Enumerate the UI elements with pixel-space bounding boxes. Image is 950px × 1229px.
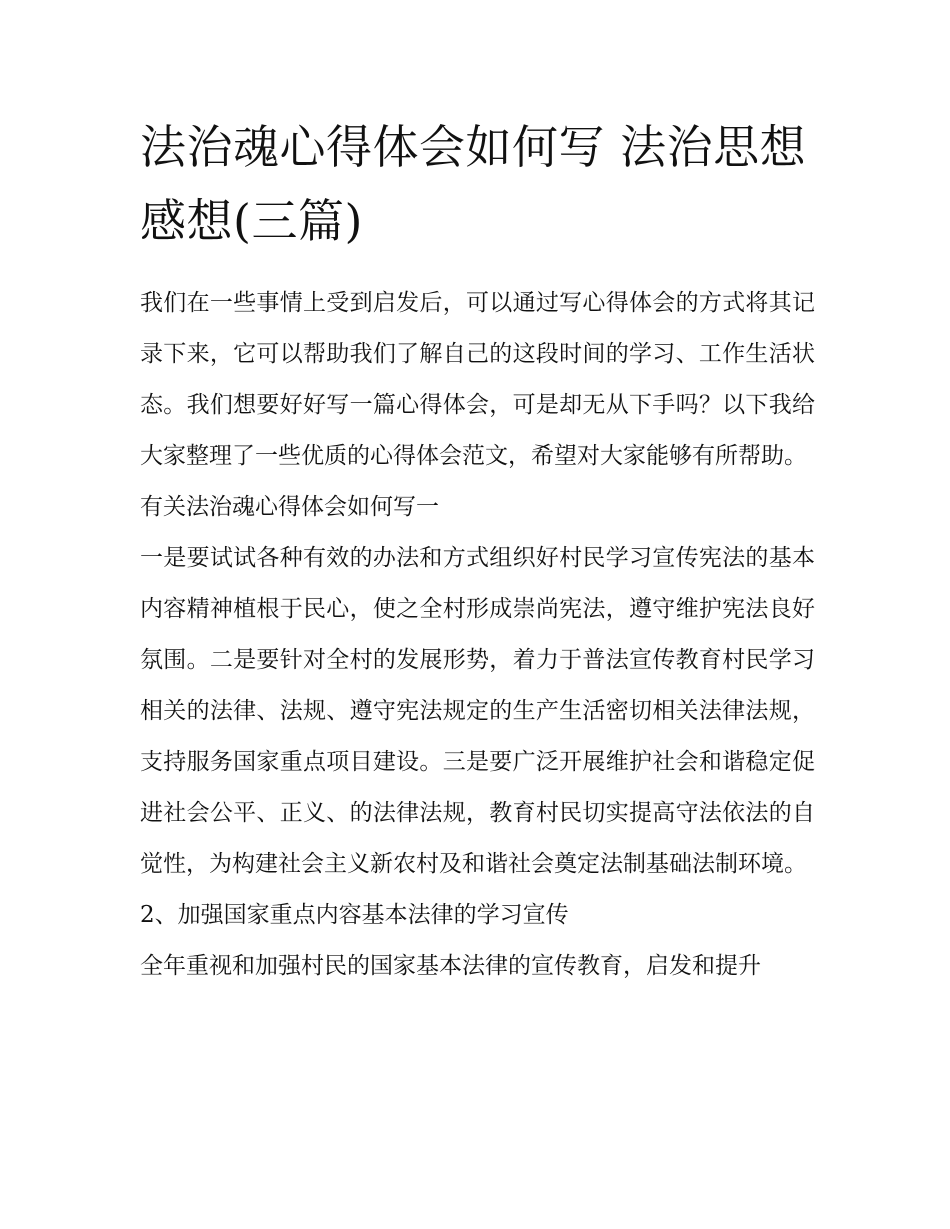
body-paragraph: 一是要试试各种有效的办法和方式组织好村民学习宣传宪法的基本内容精神植根于民心，使之全村形成崇尚宪法，遵守维护宪法良好氛围。二是要针对全村的发展形势，着力于普法宣传教育村民学习相关的法律、法规、遵守宪法规定的生产生活密切相关法律法规，支持服务国家重点项目建设。三是要广泛开展维护社会和谐稳定促进社会公平、正义、的法律法规，教育村民切实提高守法依法的自觉性，为构建社会主义新农村及和谐社会奠定法制基础法制环境。 (140, 545, 815, 877)
intro-paragraph: 我们在一些事情上受到启发后，可以通过写心得体会的方式将其记录下来，它可以帮助我们了解自己的这段时间的学习、工作生活状态。我们想要好好写一篇心得体会，可是却无从下手吗？以下我给大家整理了一些优质的心得体会范文，希望对大家能够有所帮助。 (140, 290, 815, 469)
body-paragraph-continued: 全年重视和加强村民的国家基本法律的宣传教育，启发和提升 (140, 953, 761, 979)
document-body (140, 278, 815, 992)
document-page (140, 110, 815, 992)
subsection-heading: 2、加强国家重点内容基本法律的学习宣传 (140, 902, 569, 928)
section-heading: 有关法治魂心得体会如何写一 (140, 494, 439, 520)
document-title: 法治魂心得体会如何写 法治思想感想(三篇) (140, 120, 807, 248)
